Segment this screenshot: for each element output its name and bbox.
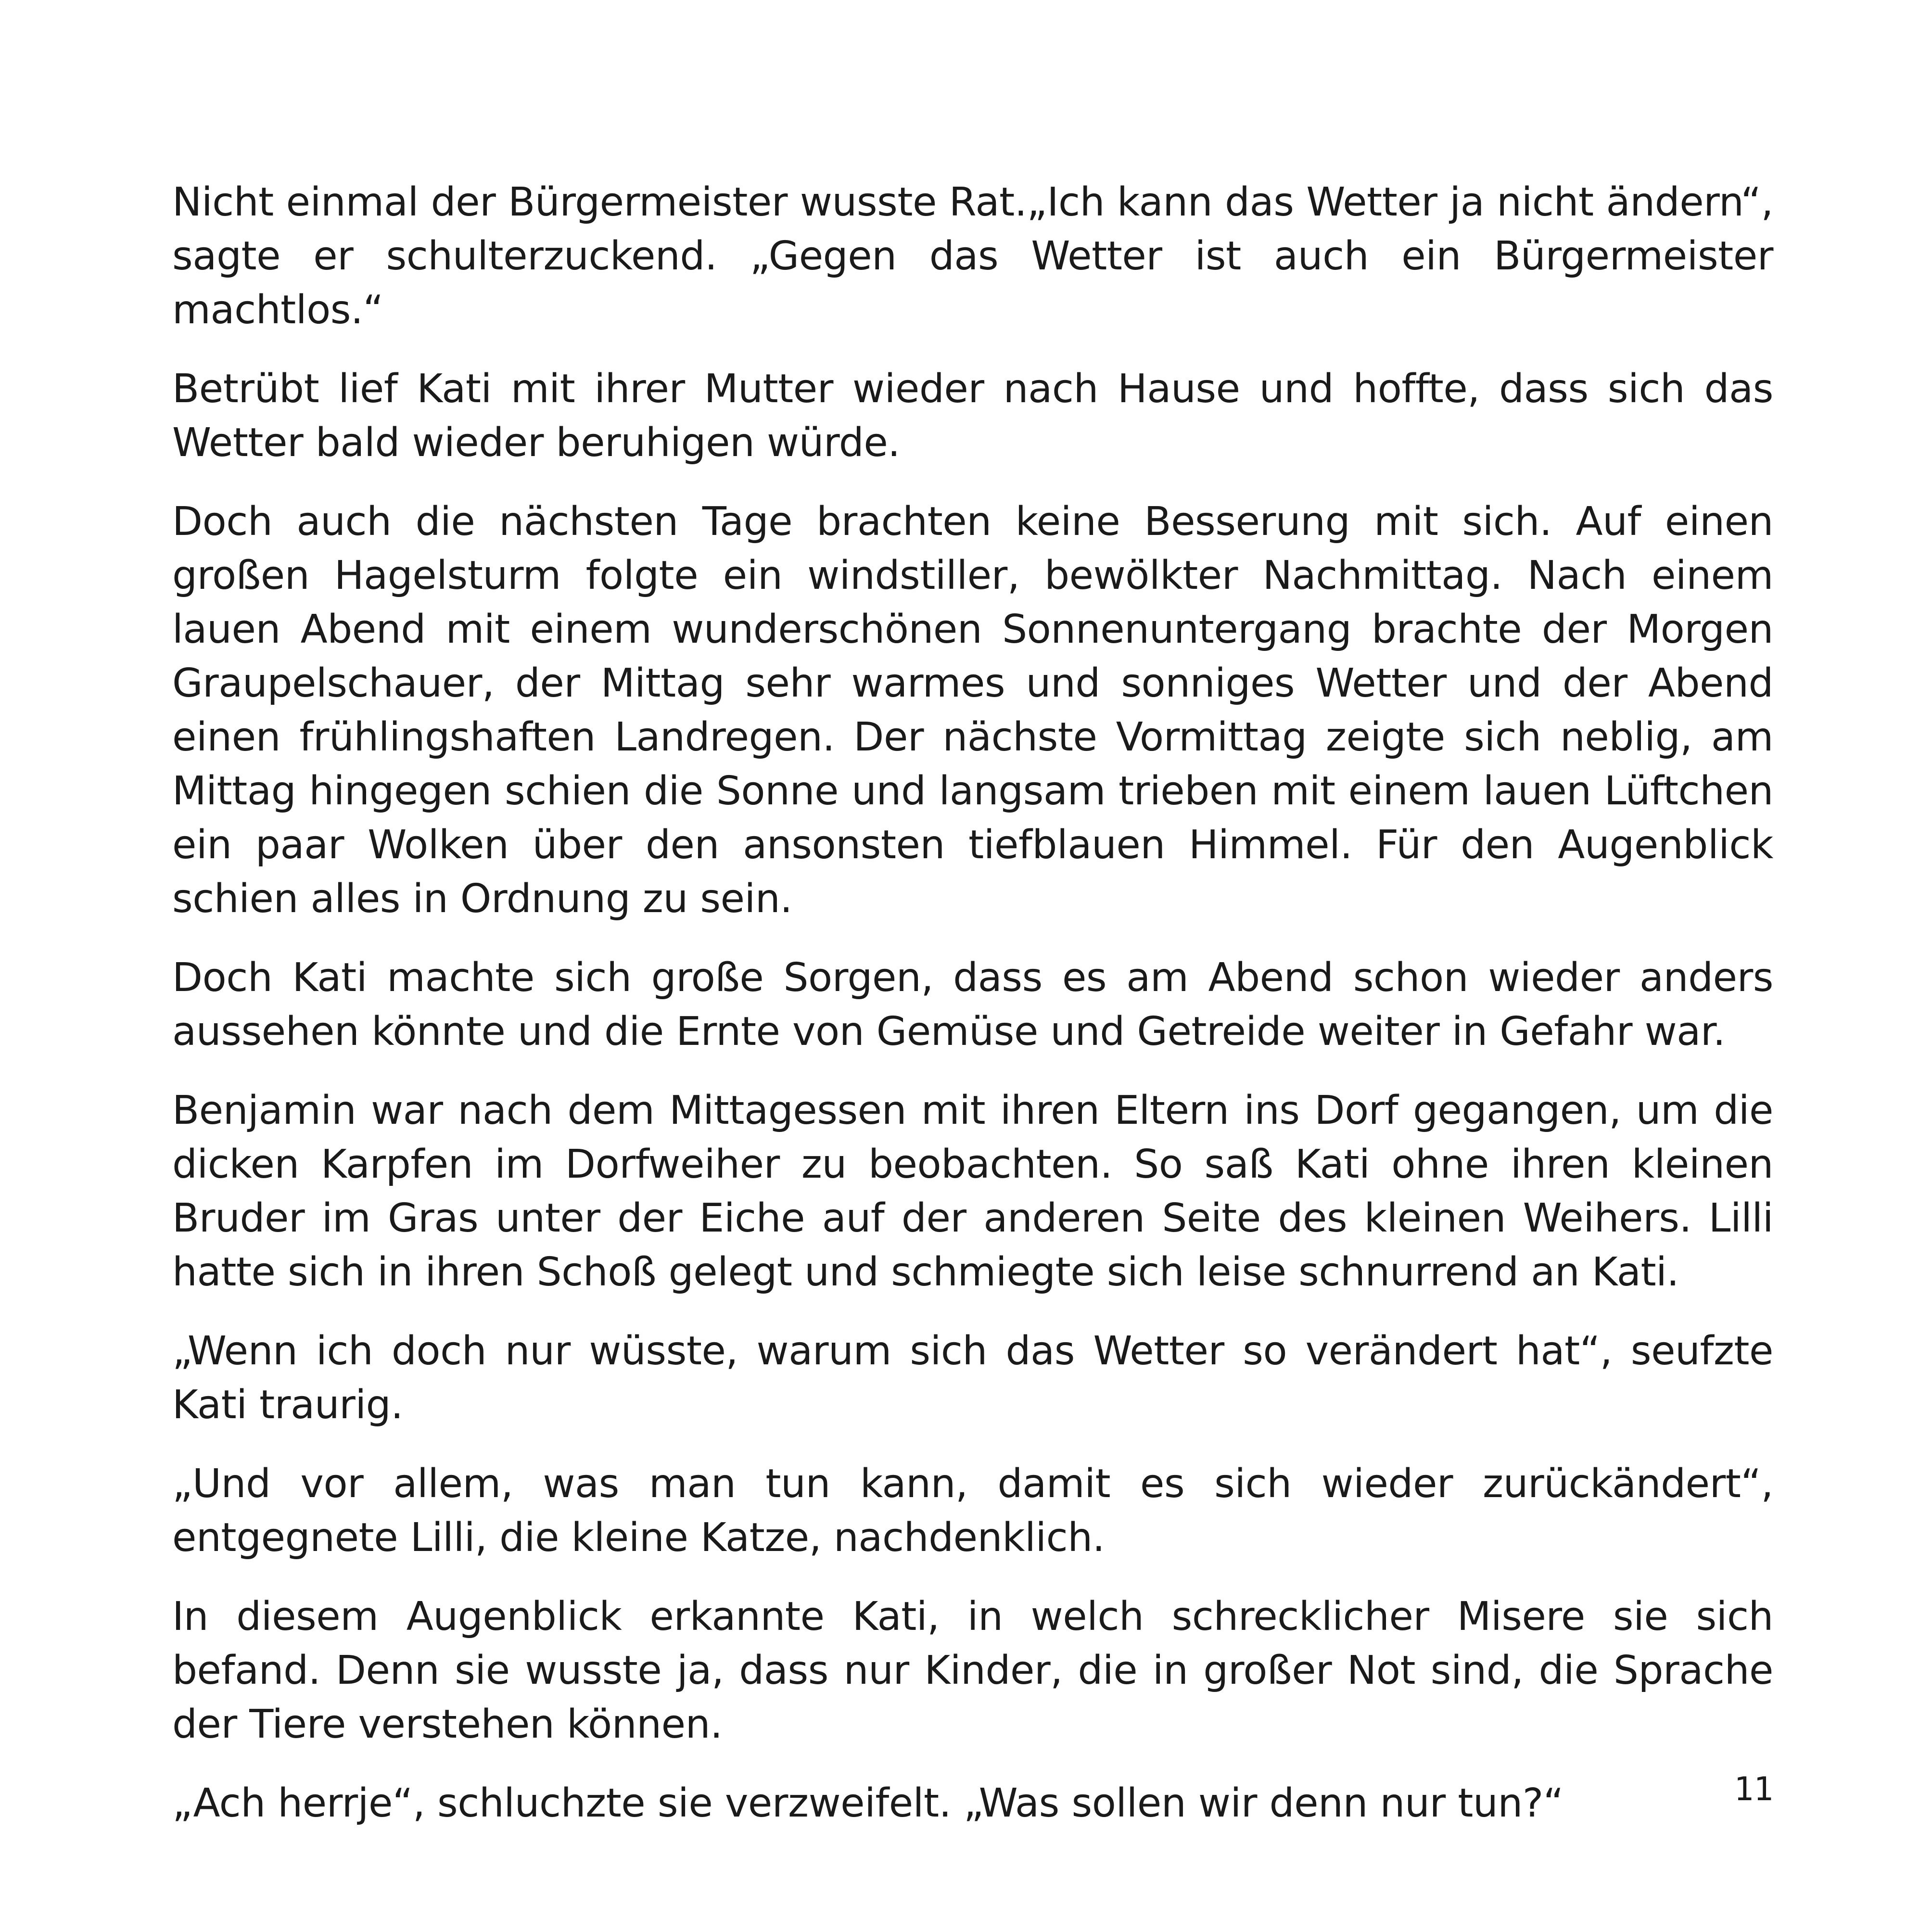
paragraph-5: Benjamin war nach dem Mittagessen mit ihren Eltern ins Dorf gegangen, um die dicken Karpfen im Dorfweiher zu beobachten. So saß Kati ohne ihren kleinen Bruder im Gras unter der Eiche auf der anderen Seite des kleinen Weihers. Lilli hatte sich in ihren Schoß gelegt und schmiegte sich leise schnurrend an Kati. bbox=[172, 1088, 1773, 1295]
paragraph-4: Doch Kati machte sich große Sorgen, dass es am Abend schon wieder anders aussehen könnte und die Ernte von Gemüse und Getreide weiter in Gefahr war. bbox=[172, 955, 1773, 1055]
body-text bbox=[172, 176, 1773, 1856]
paragraph-6: „Wenn ich doch nur wüsste, warum sich das Wetter so verändert hat“, seufzte Kati traurig. bbox=[172, 1328, 1773, 1428]
paragraph-7: „Und vor allem, was man tun kann, damit es sich wieder zurückändert“, entgegnete Lilli, die kleine Katze, nachdenklich. bbox=[172, 1461, 1773, 1561]
paragraph-9: „Ach herrje“, schluchzte sie verzweifelt. „Was sollen wir denn nur tun?“ bbox=[172, 1780, 1563, 1826]
paragraph-2: Betrübt lief Kati mit ihrer Mutter wieder nach Hause und hoffte, dass sich das Wetter bald wieder beruhigen würde. bbox=[172, 366, 1773, 466]
paragraph-1: Nicht einmal der Bürgermeister wusste Rat.„Ich kann das Wetter ja nicht ändern“, sagte er schulterzuckend. „Gegen das Wetter ist auch ein Bürgermeister machtlos.“ bbox=[172, 179, 1773, 333]
paragraph-3: Doch auch die nächsten Tage brachten keine Besserung mit sich. Auf einen großen Hagelsturm folgte ein windstiller, bewölkter Nachmittag. Nach einem lauen Abend mit einem wunderschönen Sonnenuntergang brachte der Morgen Graupelschauer, der Mittag sehr warmes und sonniges Wetter und der Abend einen frühlingshaften Landregen. Der nächste Vormittag zeigte sich neblig, am Mittag hingegen schien die Sonne und langsam trieben mit einem lauen Lüftchen ein paar Wolken über den ansonsten tiefblauen Himmel. Für den Augenblick schien alles in Ordnung zu sein. bbox=[172, 499, 1773, 922]
page-number: 11 bbox=[1734, 1770, 1773, 1808]
paragraph-8: In diesem Augenblick erkannte Kati, in welch schrecklicher Misere sie sich befand. Denn sie wusste ja, dass nur Kinder, die in großer Not sind, die Sprache der Tiere verstehen können. bbox=[172, 1594, 1773, 1747]
